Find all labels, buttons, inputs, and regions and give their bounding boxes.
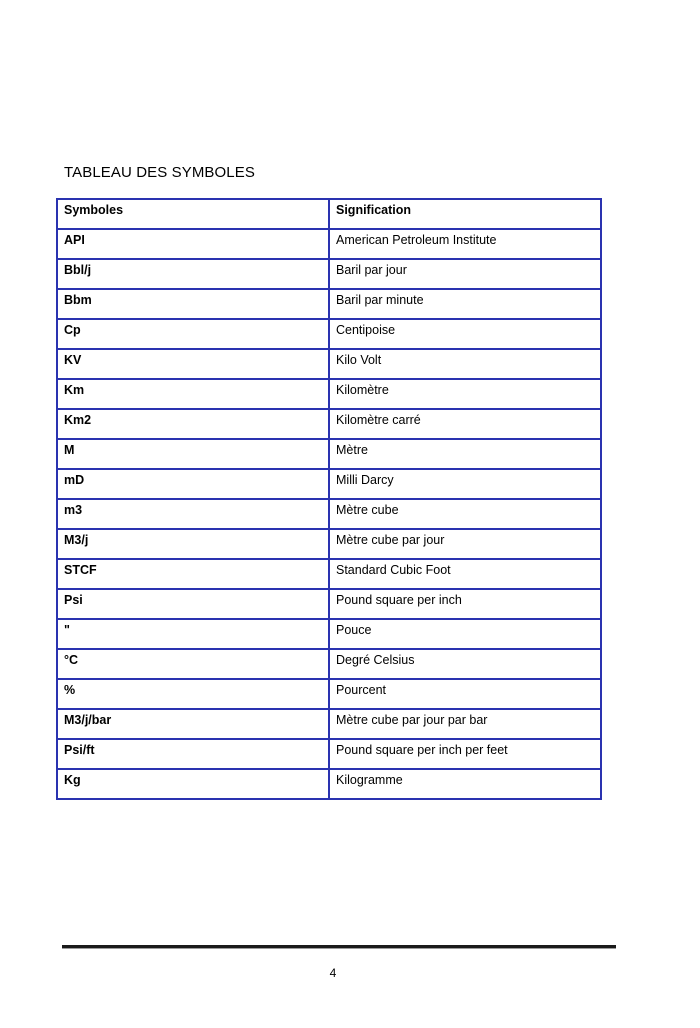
symbol-cell: Km <box>57 379 329 409</box>
table-row <box>57 349 601 379</box>
table-header-row <box>57 199 601 229</box>
table-row <box>57 499 601 529</box>
symbol-cell: Kg <box>57 769 329 799</box>
symbol-cell: API <box>57 229 329 259</box>
table-row <box>57 769 601 799</box>
table-row <box>57 289 601 319</box>
footer-divider-shadow <box>62 948 616 949</box>
table-row <box>57 529 601 559</box>
meaning-cell: Pouce <box>329 619 601 649</box>
meaning-cell: Mètre cube par jour <box>329 529 601 559</box>
table-row <box>57 319 601 349</box>
symbol-cell: Psi/ft <box>57 739 329 769</box>
symbol-cell: M3/j/bar <box>57 709 329 739</box>
meaning-cell: Kilomètre carré <box>329 409 601 439</box>
symbol-cell: " <box>57 619 329 649</box>
symbol-cell: mD <box>57 469 329 499</box>
meaning-cell: Degré Celsius <box>329 649 601 679</box>
table-row <box>57 709 601 739</box>
meaning-cell: Baril par jour <box>329 259 601 289</box>
symbols-table <box>56 198 602 800</box>
meaning-cell: Milli Darcy <box>329 469 601 499</box>
meaning-cell: Kilomètre <box>329 379 601 409</box>
table-row <box>57 679 601 709</box>
symbol-cell: Bbl/j <box>57 259 329 289</box>
table-row <box>57 619 601 649</box>
meaning-cell: Standard Cubic Foot <box>329 559 601 589</box>
table-row <box>57 409 601 439</box>
table-row <box>57 229 601 259</box>
symbol-cell: % <box>57 679 329 709</box>
meaning-cell: Mètre <box>329 439 601 469</box>
meaning-cell: Kilogramme <box>329 769 601 799</box>
meaning-cell: Centipoise <box>329 319 601 349</box>
meaning-cell: Kilo Volt <box>329 349 601 379</box>
symbol-cell: M <box>57 439 329 469</box>
meaning-cell: Pound square per inch <box>329 589 601 619</box>
meaning-cell: Mètre cube <box>329 499 601 529</box>
meaning-cell: American Petroleum Institute <box>329 229 601 259</box>
table-row <box>57 469 601 499</box>
header-signification: Signification <box>329 199 601 229</box>
symbol-cell: Km2 <box>57 409 329 439</box>
symbol-cell: Bbm <box>57 289 329 319</box>
table-row <box>57 559 601 589</box>
symbol-cell: m3 <box>57 499 329 529</box>
symbol-cell: Cp <box>57 319 329 349</box>
symbol-cell: STCF <box>57 559 329 589</box>
table-row <box>57 379 601 409</box>
symbol-cell: KV <box>57 349 329 379</box>
table-row <box>57 649 601 679</box>
symbol-cell: Psi <box>57 589 329 619</box>
table-row <box>57 259 601 289</box>
page-title: TABLEAU DES SYMBOLES <box>64 164 255 181</box>
table-row <box>57 739 601 769</box>
meaning-cell: Mètre cube par jour par bar <box>329 709 601 739</box>
symbol-cell: °C <box>57 649 329 679</box>
table-row <box>57 589 601 619</box>
meaning-cell: Pourcent <box>329 679 601 709</box>
symbol-cell: M3/j <box>57 529 329 559</box>
meaning-cell: Baril par minute <box>329 289 601 319</box>
symbols-table-body <box>57 199 601 799</box>
table-row <box>57 439 601 469</box>
meaning-cell: Pound square per inch per feet <box>329 739 601 769</box>
page-number: 4 <box>329 966 337 980</box>
header-symboles: Symboles <box>57 199 329 229</box>
